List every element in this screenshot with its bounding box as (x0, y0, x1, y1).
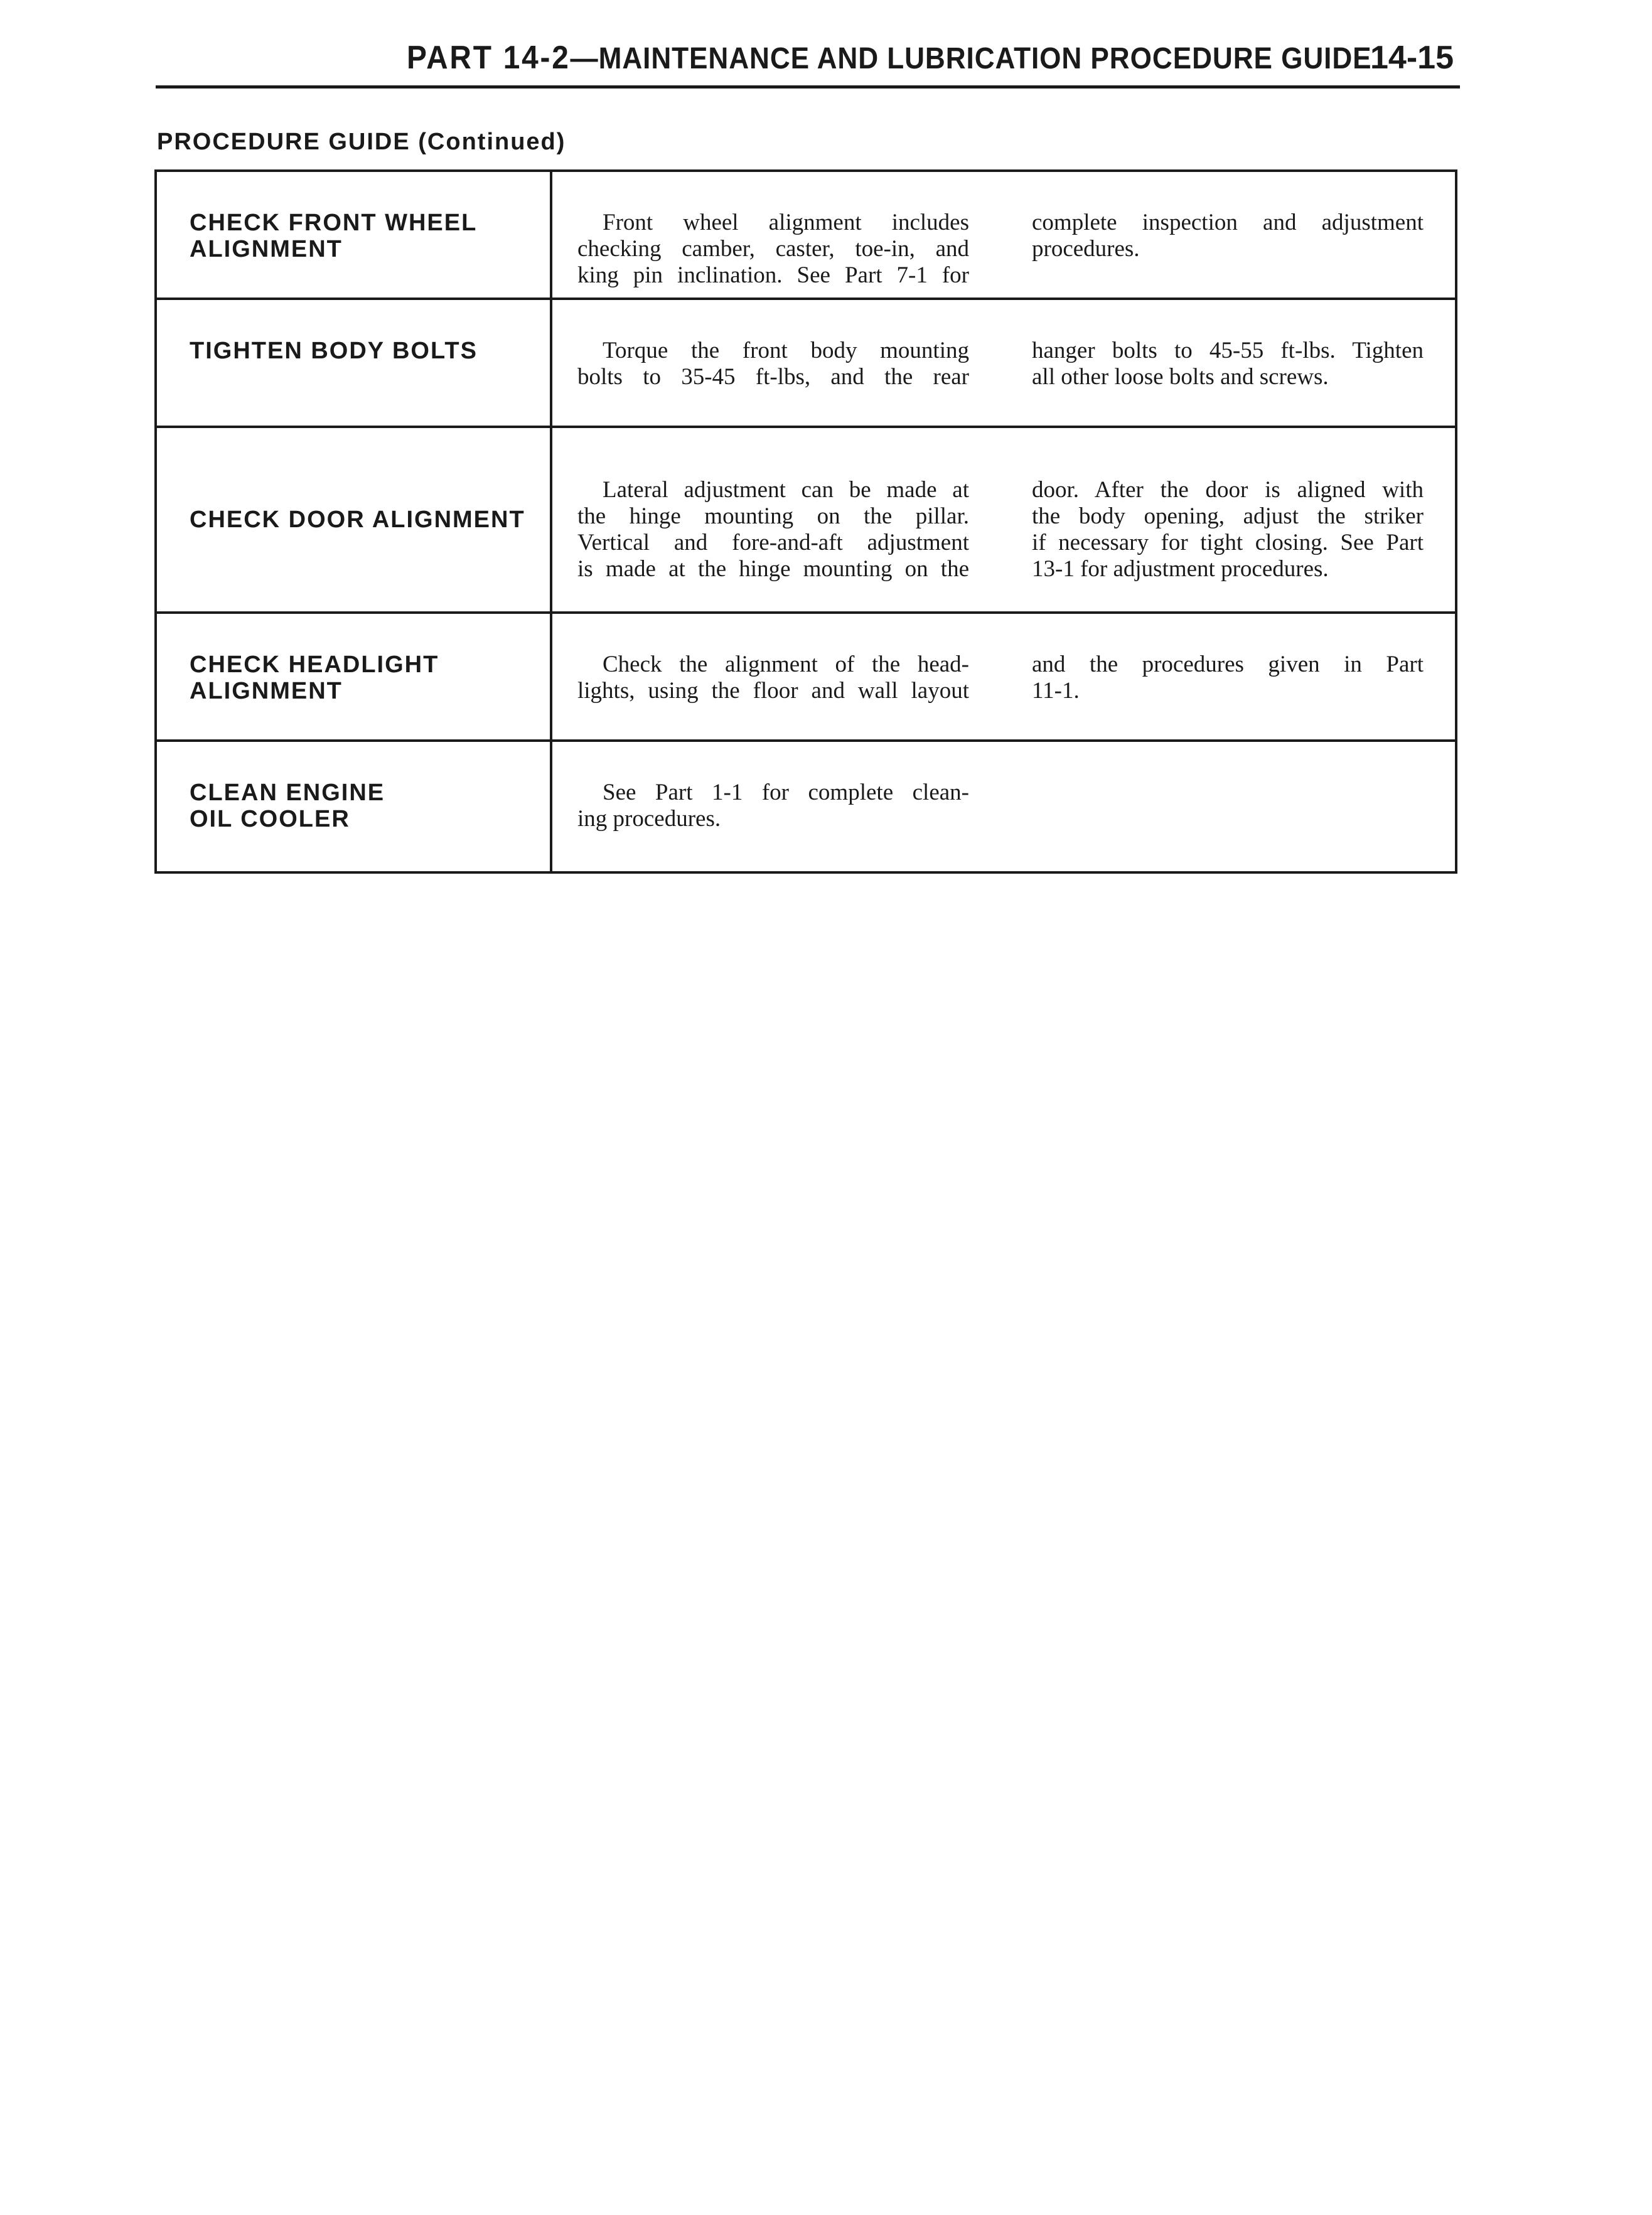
description-line: and the procedures given in Part (1032, 652, 1424, 677)
description-line: 11-1. (1032, 678, 1080, 704)
description-line: if necessary for tight closing. See Part (1032, 530, 1424, 555)
description-column-2 (1032, 780, 1424, 871)
description-line: 13-1 for adjustment procedures. (1032, 556, 1329, 582)
description-column-2 (1032, 338, 1424, 426)
procedure-description (552, 428, 1455, 611)
description-column-2 (1032, 477, 1424, 611)
description-line: Front wheel alignment includes (603, 210, 969, 235)
description-line: See Part 1-1 for complete clean- (603, 780, 969, 805)
description-line: procedures. (1032, 236, 1140, 262)
procedure-description (552, 300, 1455, 426)
description-line: Lateral adjustment can be made at (603, 477, 969, 503)
header-part: PART 14-2 (407, 40, 571, 76)
page-header (156, 35, 1459, 83)
procedure-name (157, 742, 552, 871)
procedure-name-line: CHECK HEADLIGHT (190, 652, 439, 678)
description-line: bolts to 35-45 ft-lbs, and the rear (577, 364, 969, 390)
procedure-name-line: CHECK DOOR ALIGNMENT (190, 507, 525, 533)
description-line: all other loose bolts and screws. (1032, 364, 1329, 390)
procedure-name (157, 428, 552, 611)
description-column-1 (577, 477, 969, 611)
page-number: 14-15 (1370, 40, 1454, 76)
procedure-name-line: ALIGNMENT (190, 678, 343, 704)
description-column-1 (577, 338, 969, 426)
procedure-description (552, 172, 1455, 298)
description-line: Vertical and fore-and-aft adjustment (577, 530, 969, 555)
header-rule (156, 85, 1460, 88)
description-line: door. After the door is aligned with (1032, 477, 1424, 503)
header-title-text: —MAINTENANCE AND LUBRICATION PROCEDURE GUIDE (570, 42, 1372, 75)
procedure-name (157, 614, 552, 739)
description-column-1 (577, 210, 969, 298)
procedure-name-line: TIGHTEN BODY BOLTS (190, 338, 478, 364)
procedure-description (552, 742, 1455, 871)
description-line: checking camber, caster, toe-in, and (577, 236, 969, 262)
description-line: is made at the hinge mounting on the (577, 556, 969, 582)
procedure-name-line: OIL COOLER (190, 806, 350, 832)
table-row (157, 614, 1455, 742)
description-line: Torque the front body mounting (603, 338, 969, 363)
description-line: Check the alignment of the head- (603, 652, 969, 677)
procedure-name-line: CLEAN ENGINE (190, 780, 385, 806)
description-column-1 (577, 652, 969, 739)
description-column-2 (1032, 210, 1424, 298)
description-line: ing procedures. (577, 806, 721, 832)
table-row (157, 300, 1455, 428)
description-line: the body opening, adjust the striker (1032, 503, 1424, 529)
procedure-name-line: CHECK FRONT WHEEL (190, 210, 478, 236)
description-line: king pin inclination. See Part 7-1 for (577, 262, 969, 288)
section-heading: PROCEDURE GUIDE (Continued) (157, 129, 566, 155)
description-line: complete inspection and adjustment (1032, 210, 1424, 235)
description-line: hanger bolts to 45-55 ft-lbs. Tighten (1032, 338, 1424, 363)
description-column-2 (1032, 652, 1424, 739)
table-row (157, 428, 1455, 614)
description-column-1 (577, 780, 969, 871)
description-line: the hinge mounting on the pillar. (577, 503, 969, 529)
procedure-name (157, 172, 552, 298)
procedure-description (552, 614, 1455, 739)
description-line: lights, using the floor and wall layout (577, 678, 969, 704)
procedure-name (157, 300, 552, 426)
procedure-name-line: ALIGNMENT (190, 236, 343, 262)
table-row (157, 742, 1455, 871)
procedure-table (154, 169, 1457, 874)
table-row (157, 172, 1455, 300)
header-title (407, 39, 1372, 77)
